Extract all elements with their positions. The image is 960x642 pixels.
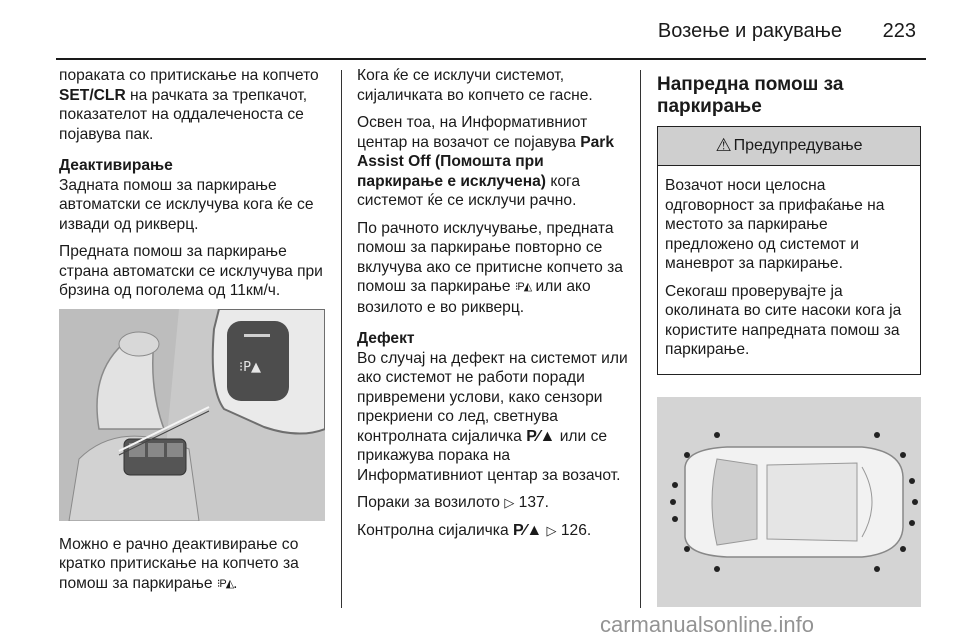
warning-triangle-icon: ⚠ bbox=[715, 135, 732, 156]
paragraph: Во случај на дефект на системот или ако системот не работи поради привремени услови, како сензори прекриени со лед, светнува контролната сијаличка P⁄▲ или се прикажува порака на Информативниот центар за возачот. bbox=[357, 349, 628, 484]
console-button-illustration bbox=[59, 309, 325, 521]
paragraph: По рачното исклучување, предната помош за паркирање повторно се вклучува ако се притисне копчето за помош за паркирање ⁝P◭ или ако возилото е во рикверц. bbox=[357, 219, 623, 316]
column-divider bbox=[640, 70, 641, 608]
park-assist-off-message: Park Assist Off (Помошта при паркирање е исклучена) bbox=[357, 133, 615, 190]
warning-box bbox=[657, 126, 921, 375]
parking-lamp-icon: P⁄▲ bbox=[526, 427, 556, 445]
set-clr-label: SET/CLR bbox=[59, 86, 126, 104]
parking-assist-icon: ⁝P◭ bbox=[514, 281, 532, 293]
watermark: carmanualsonline.info bbox=[600, 612, 815, 637]
paragraph: Возачот носи целосна одговорност за прифаќање на местото за паркирање предложено од системот и маневрот за паркирање. bbox=[665, 177, 885, 272]
section-heading: Напредна помош за паркирање bbox=[657, 74, 844, 117]
subheading-deactivation: Деактивирање bbox=[59, 157, 173, 174]
reference-arrow-icon: ▷ bbox=[546, 522, 557, 538]
paragraph: Кога ќе се исклучи системот, сијаличката во копчето се гасне. bbox=[357, 67, 593, 104]
warning-title: Предупредување bbox=[733, 137, 863, 155]
paragraph: Задната помош за паркирање автоматски се исклучува кога ќе се извади од рикверц. bbox=[59, 176, 314, 233]
parking-lamp-icon: P⁄▲ bbox=[513, 521, 543, 539]
paragraph: Можно е рачно деактивирање со кратко притискање на копчето за помош за паркирање ⁝P◭. bbox=[59, 535, 331, 595]
warning-body bbox=[658, 166, 920, 374]
car-sensor-illustration bbox=[657, 397, 921, 607]
column-3 bbox=[657, 66, 921, 607]
paragraph: Освен тоа, на Информативниот центар на возачот се појавува Park Assist Off (Помошта при паркирање е исклучена) кога системот ќе се исклучи рачно. bbox=[357, 114, 615, 209]
svg-text:⁝P▲: ⁝P▲ bbox=[239, 359, 261, 375]
page-number: 223 bbox=[882, 20, 916, 42]
column-divider bbox=[341, 70, 342, 608]
reference-arrow-icon: ▷ bbox=[504, 495, 515, 510]
paragraph: Предната помош за паркирање страна автоматски се исклучува при брзина од поголема од 11км/ч. bbox=[59, 243, 323, 299]
cross-reference[interactable]: Контролна сијаличка P⁄▲ ▷ 126. bbox=[357, 521, 592, 539]
section-title: Возење и ракување bbox=[657, 20, 842, 42]
subheading-fault: Дефект bbox=[357, 330, 415, 347]
cross-reference[interactable]: Пораки за возилото ▷ 137. bbox=[357, 494, 550, 511]
header-rule bbox=[56, 58, 926, 60]
column-2 bbox=[357, 66, 629, 548]
paragraph: Секогаш проверувајте ја околината во сите насоки кога ја користите напредната помош за паркирање. bbox=[665, 282, 902, 358]
column-1 bbox=[59, 66, 331, 602]
page-header bbox=[0, 0, 960, 56]
parking-assist-icon: ⁝P◭ bbox=[216, 577, 234, 590]
warning-header bbox=[658, 127, 920, 166]
paragraph: поракатa со притискање на копчето SET/CLR на рачката за трепкачот, показателот на оддалеченоста се појавува пак. bbox=[59, 67, 319, 143]
